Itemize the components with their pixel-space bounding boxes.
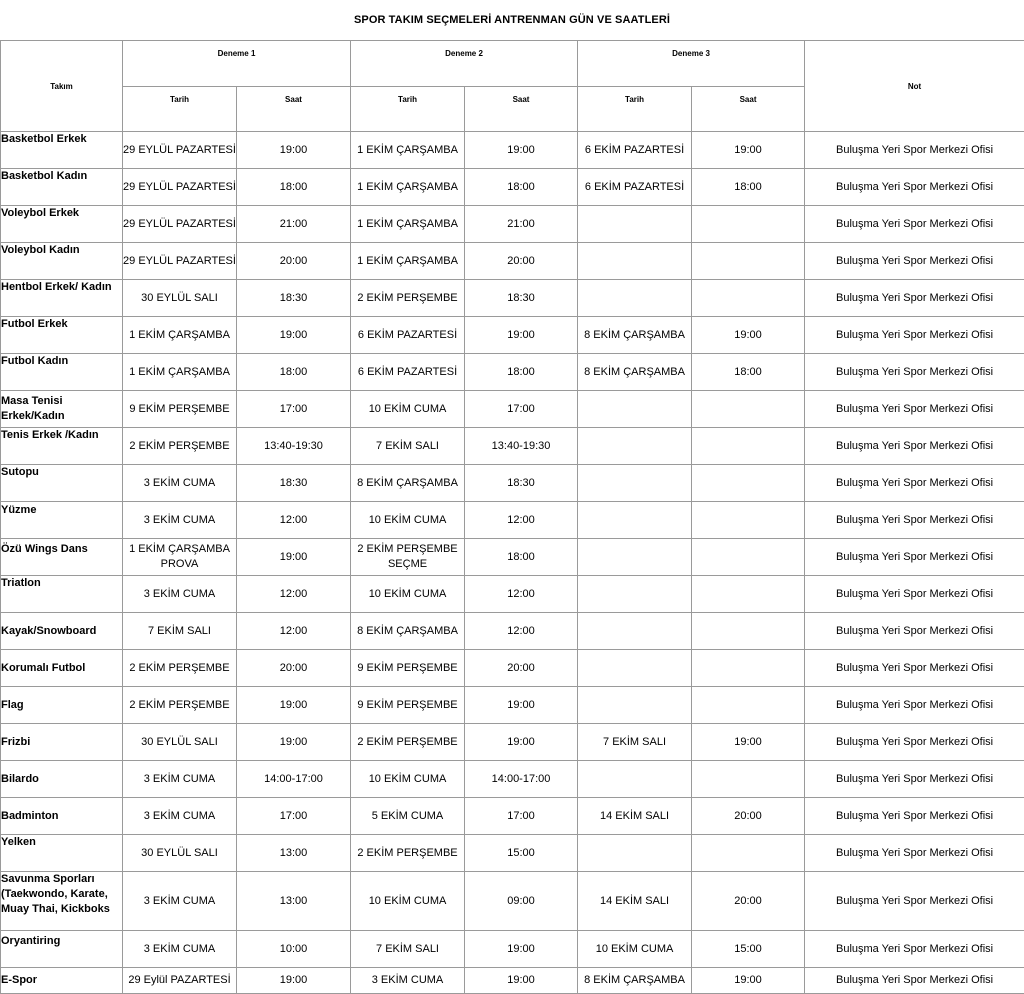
deneme2-date: 5 EKİM CUMA bbox=[351, 798, 465, 835]
table-row bbox=[1, 354, 1024, 391]
deneme3-date: 14 EKİM SALI bbox=[578, 872, 692, 931]
deneme2-time: 20:00 bbox=[465, 243, 578, 280]
deneme1-time: 19:00 bbox=[237, 724, 351, 761]
deneme1-date: 3 EKİM CUMA bbox=[123, 798, 237, 835]
deneme3-time bbox=[692, 576, 805, 613]
note: Buluşma Yeri Spor Merkezi Ofisi bbox=[805, 169, 1024, 206]
table-row bbox=[1, 169, 1024, 206]
deneme1-date: 29 EYLÜL PAZARTESİ bbox=[123, 169, 237, 206]
deneme2-time: 20:00 bbox=[465, 650, 578, 687]
deneme3-time bbox=[692, 687, 805, 724]
deneme1-time: 12:00 bbox=[237, 613, 351, 650]
deneme2-time: 12:00 bbox=[465, 613, 578, 650]
deneme2-date: 1 EKİM ÇARŞAMBA bbox=[351, 206, 465, 243]
header-row-main bbox=[1, 41, 1024, 87]
header-tarih: Tarih bbox=[351, 87, 465, 132]
deneme1-time: 20:00 bbox=[237, 650, 351, 687]
deneme2-time: 15:00 bbox=[465, 835, 578, 872]
deneme1-date: 3 EKİM CUMA bbox=[123, 465, 237, 502]
team-name: E-Spor bbox=[1, 968, 123, 994]
note: Buluşma Yeri Spor Merkezi Ofisi bbox=[805, 391, 1024, 428]
deneme2-date: 8 EKİM ÇARŞAMBA bbox=[351, 465, 465, 502]
table-row bbox=[1, 206, 1024, 243]
deneme3-date: 6 EKİM PAZARTESİ bbox=[578, 169, 692, 206]
deneme2-date: 2 EKİM PERŞEMBE bbox=[351, 280, 465, 317]
deneme1-date: 2 EKİM PERŞEMBE bbox=[123, 687, 237, 724]
note: Buluşma Yeri Spor Merkezi Ofisi bbox=[805, 687, 1024, 724]
note: Buluşma Yeri Spor Merkezi Ofisi bbox=[805, 280, 1024, 317]
deneme1-time: 18:00 bbox=[237, 354, 351, 391]
team-name: Yüzme bbox=[1, 502, 123, 539]
deneme3-time bbox=[692, 613, 805, 650]
header-saat: Saat bbox=[692, 87, 805, 132]
table-row bbox=[1, 613, 1024, 650]
deneme2-time: 19:00 bbox=[465, 132, 578, 169]
table-row bbox=[1, 576, 1024, 613]
team-name: Triatlon bbox=[1, 576, 123, 613]
deneme3-time bbox=[692, 428, 805, 465]
deneme3-date bbox=[578, 761, 692, 798]
deneme1-date: 29 EYLÜL PAZARTESİ bbox=[123, 206, 237, 243]
deneme2-time: 13:40-19:30 bbox=[465, 428, 578, 465]
deneme1-time: 20:00 bbox=[237, 243, 351, 280]
deneme2-date: 2 EKİM PERŞEMBE bbox=[351, 835, 465, 872]
table-row bbox=[1, 761, 1024, 798]
deneme3-time bbox=[692, 539, 805, 576]
deneme3-date bbox=[578, 539, 692, 576]
deneme3-time bbox=[692, 391, 805, 428]
deneme3-time bbox=[692, 502, 805, 539]
deneme2-time: 19:00 bbox=[465, 931, 578, 968]
team-name: Futbol Kadın bbox=[1, 354, 123, 391]
deneme2-date: 1 EKİM ÇARŞAMBA bbox=[351, 243, 465, 280]
deneme2-time: 18:00 bbox=[465, 169, 578, 206]
deneme1-time: 19:00 bbox=[237, 539, 351, 576]
deneme1-time: 19:00 bbox=[237, 968, 351, 994]
deneme3-date bbox=[578, 391, 692, 428]
table-row bbox=[1, 539, 1024, 576]
team-name: Hentbol Erkek/ Kadın bbox=[1, 280, 123, 317]
deneme3-date bbox=[578, 650, 692, 687]
deneme1-date: 1 EKİM ÇARŞAMBA bbox=[123, 354, 237, 391]
deneme3-date bbox=[578, 835, 692, 872]
schedule-table bbox=[0, 40, 1024, 994]
deneme3-time bbox=[692, 650, 805, 687]
deneme1-date: 3 EKİM CUMA bbox=[123, 502, 237, 539]
deneme2-date: 3 EKİM CUMA bbox=[351, 968, 465, 994]
table-row bbox=[1, 798, 1024, 835]
deneme3-time: 19:00 bbox=[692, 132, 805, 169]
deneme1-date: 29 EYLÜL PAZARTESİ bbox=[123, 243, 237, 280]
deneme3-date: 8 EKİM ÇARŞAMBA bbox=[578, 317, 692, 354]
team-name: Masa Tenisi Erkek/Kadın bbox=[1, 391, 123, 428]
table-row bbox=[1, 132, 1024, 169]
deneme3-time bbox=[692, 280, 805, 317]
team-name: Tenis Erkek /Kadın bbox=[1, 428, 123, 465]
deneme1-date: 3 EKİM CUMA bbox=[123, 872, 237, 931]
deneme1-time: 19:00 bbox=[237, 132, 351, 169]
header-deneme-3: Deneme 3 bbox=[578, 41, 805, 87]
team-name: Sutopu bbox=[1, 465, 123, 502]
team-name: Özü Wings Dans bbox=[1, 539, 123, 576]
note: Buluşma Yeri Spor Merkezi Ofisi bbox=[805, 931, 1024, 968]
note: Buluşma Yeri Spor Merkezi Ofisi bbox=[805, 613, 1024, 650]
deneme2-date: 10 EKİM CUMA bbox=[351, 761, 465, 798]
header-saat: Saat bbox=[237, 87, 351, 132]
note: Buluşma Yeri Spor Merkezi Ofisi bbox=[805, 872, 1024, 931]
note: Buluşma Yeri Spor Merkezi Ofisi bbox=[805, 428, 1024, 465]
table-row bbox=[1, 243, 1024, 280]
table-row bbox=[1, 650, 1024, 687]
deneme2-date: 6 EKİM PAZARTESİ bbox=[351, 317, 465, 354]
deneme1-date: 3 EKİM CUMA bbox=[123, 761, 237, 798]
team-name: Basketbol Erkek bbox=[1, 132, 123, 169]
deneme3-time: 20:00 bbox=[692, 798, 805, 835]
deneme1-time: 18:00 bbox=[237, 169, 351, 206]
deneme2-date: 2 EKİM PERŞEMBE SEÇME bbox=[351, 539, 465, 576]
note: Buluşma Yeri Spor Merkezi Ofisi bbox=[805, 761, 1024, 798]
note: Buluşma Yeri Spor Merkezi Ofisi bbox=[805, 724, 1024, 761]
deneme2-time: 12:00 bbox=[465, 576, 578, 613]
deneme1-date: 2 EKİM PERŞEMBE bbox=[123, 650, 237, 687]
deneme1-date: 9 EKİM PERŞEMBE bbox=[123, 391, 237, 428]
note: Buluşma Yeri Spor Merkezi Ofisi bbox=[805, 576, 1024, 613]
deneme2-date: 9 EKİM PERŞEMBE bbox=[351, 687, 465, 724]
deneme3-time bbox=[692, 465, 805, 502]
team-name: Basketbol Kadın bbox=[1, 169, 123, 206]
team-name: Futbol Erkek bbox=[1, 317, 123, 354]
team-name: Kayak/Snowboard bbox=[1, 613, 123, 650]
note: Buluşma Yeri Spor Merkezi Ofisi bbox=[805, 798, 1024, 835]
deneme2-date: 8 EKİM ÇARŞAMBA bbox=[351, 613, 465, 650]
table-row bbox=[1, 428, 1024, 465]
deneme3-date: 8 EKİM ÇARŞAMBA bbox=[578, 968, 692, 994]
team-name: Savunma Sporları (Taekwondo, Karate, Muay Thai, Kickboks bbox=[1, 872, 123, 931]
deneme2-date: 9 EKİM PERŞEMBE bbox=[351, 650, 465, 687]
deneme3-time bbox=[692, 761, 805, 798]
table-row bbox=[1, 280, 1024, 317]
deneme2-time: 18:30 bbox=[465, 465, 578, 502]
deneme3-date bbox=[578, 206, 692, 243]
note: Buluşma Yeri Spor Merkezi Ofisi bbox=[805, 206, 1024, 243]
deneme2-time: 14:00-17:00 bbox=[465, 761, 578, 798]
header-deneme-2: Deneme 2 bbox=[351, 41, 578, 87]
deneme2-time: 18:00 bbox=[465, 539, 578, 576]
deneme2-time: 17:00 bbox=[465, 798, 578, 835]
table-row bbox=[1, 724, 1024, 761]
deneme1-date: 29 EYLÜL PAZARTESİ bbox=[123, 132, 237, 169]
note: Buluşma Yeri Spor Merkezi Ofisi bbox=[805, 835, 1024, 872]
note: Buluşma Yeri Spor Merkezi Ofisi bbox=[805, 317, 1024, 354]
deneme3-time: 15:00 bbox=[692, 931, 805, 968]
deneme1-date: 1 EKİM ÇARŞAMBA PROVA bbox=[123, 539, 237, 576]
deneme2-time: 21:00 bbox=[465, 206, 578, 243]
deneme1-time: 13:00 bbox=[237, 835, 351, 872]
deneme2-time: 19:00 bbox=[465, 968, 578, 994]
header-saat: Saat bbox=[465, 87, 578, 132]
deneme2-time: 09:00 bbox=[465, 872, 578, 931]
note: Buluşma Yeri Spor Merkezi Ofisi bbox=[805, 243, 1024, 280]
deneme3-time bbox=[692, 243, 805, 280]
deneme2-time: 17:00 bbox=[465, 391, 578, 428]
note: Buluşma Yeri Spor Merkezi Ofisi bbox=[805, 650, 1024, 687]
header-takim: Takım bbox=[1, 41, 123, 132]
table-row bbox=[1, 465, 1024, 502]
deneme2-time: 19:00 bbox=[465, 724, 578, 761]
deneme3-date: 14 EKİM SALI bbox=[578, 798, 692, 835]
deneme2-date: 7 EKİM SALI bbox=[351, 931, 465, 968]
note: Buluşma Yeri Spor Merkezi Ofisi bbox=[805, 502, 1024, 539]
deneme3-date: 6 EKİM PAZARTESİ bbox=[578, 132, 692, 169]
deneme3-date bbox=[578, 280, 692, 317]
deneme3-time: 19:00 bbox=[692, 317, 805, 354]
deneme3-time: 18:00 bbox=[692, 354, 805, 391]
team-name: Voleybol Kadın bbox=[1, 243, 123, 280]
table-row bbox=[1, 391, 1024, 428]
deneme2-time: 12:00 bbox=[465, 502, 578, 539]
note: Buluşma Yeri Spor Merkezi Ofisi bbox=[805, 354, 1024, 391]
deneme1-time: 14:00-17:00 bbox=[237, 761, 351, 798]
deneme1-time: 18:30 bbox=[237, 280, 351, 317]
deneme1-time: 10:00 bbox=[237, 931, 351, 968]
header-not: Not bbox=[805, 41, 1024, 132]
deneme3-time: 19:00 bbox=[692, 724, 805, 761]
deneme1-date: 30 EYLÜL SALI bbox=[123, 835, 237, 872]
deneme1-date: 2 EKİM PERŞEMBE bbox=[123, 428, 237, 465]
deneme2-date: 10 EKİM CUMA bbox=[351, 872, 465, 931]
deneme1-date: 1 EKİM ÇARŞAMBA bbox=[123, 317, 237, 354]
deneme1-date: 29 Eylül PAZARTESİ bbox=[123, 968, 237, 994]
team-name: Voleybol Erkek bbox=[1, 206, 123, 243]
note: Buluşma Yeri Spor Merkezi Ofisi bbox=[805, 968, 1024, 994]
deneme3-time: 19:00 bbox=[692, 968, 805, 994]
team-name: Oryantiring bbox=[1, 931, 123, 968]
deneme3-date bbox=[578, 465, 692, 502]
team-name: Yelken bbox=[1, 835, 123, 872]
deneme3-date bbox=[578, 613, 692, 650]
deneme2-date: 10 EKİM CUMA bbox=[351, 576, 465, 613]
team-name: Badminton bbox=[1, 798, 123, 835]
deneme2-date: 10 EKİM CUMA bbox=[351, 391, 465, 428]
header-deneme-1: Deneme 1 bbox=[123, 41, 351, 87]
deneme1-time: 19:00 bbox=[237, 317, 351, 354]
header-tarih: Tarih bbox=[578, 87, 692, 132]
table-row bbox=[1, 931, 1024, 968]
deneme1-time: 13:00 bbox=[237, 872, 351, 931]
deneme3-time bbox=[692, 835, 805, 872]
deneme3-date bbox=[578, 428, 692, 465]
deneme3-date: 10 EKİM CUMA bbox=[578, 931, 692, 968]
deneme2-time: 18:30 bbox=[465, 280, 578, 317]
deneme2-time: 19:00 bbox=[465, 317, 578, 354]
deneme1-time: 17:00 bbox=[237, 391, 351, 428]
deneme3-date: 8 EKİM ÇARŞAMBA bbox=[578, 354, 692, 391]
deneme3-date bbox=[578, 576, 692, 613]
deneme1-date: 30 EYLÜL SALI bbox=[123, 724, 237, 761]
deneme1-time: 12:00 bbox=[237, 576, 351, 613]
deneme1-time: 17:00 bbox=[237, 798, 351, 835]
deneme3-date bbox=[578, 243, 692, 280]
note: Buluşma Yeri Spor Merkezi Ofisi bbox=[805, 132, 1024, 169]
deneme1-time: 18:30 bbox=[237, 465, 351, 502]
deneme1-date: 3 EKİM CUMA bbox=[123, 931, 237, 968]
table-row bbox=[1, 502, 1024, 539]
deneme2-date: 1 EKİM ÇARŞAMBA bbox=[351, 132, 465, 169]
deneme2-date: 10 EKİM CUMA bbox=[351, 502, 465, 539]
team-name: Bilardo bbox=[1, 761, 123, 798]
deneme2-date: 1 EKİM ÇARŞAMBA bbox=[351, 169, 465, 206]
deneme3-time: 18:00 bbox=[692, 169, 805, 206]
team-name: Korumalı Futbol bbox=[1, 650, 123, 687]
table-row bbox=[1, 687, 1024, 724]
deneme2-date: 2 EKİM PERŞEMBE bbox=[351, 724, 465, 761]
team-name: Frizbi bbox=[1, 724, 123, 761]
deneme1-time: 12:00 bbox=[237, 502, 351, 539]
note: Buluşma Yeri Spor Merkezi Ofisi bbox=[805, 465, 1024, 502]
deneme1-date: 30 EYLÜL SALI bbox=[123, 280, 237, 317]
deneme3-date: 7 EKİM SALI bbox=[578, 724, 692, 761]
deneme3-time: 20:00 bbox=[692, 872, 805, 931]
deneme1-time: 21:00 bbox=[237, 206, 351, 243]
table-row bbox=[1, 835, 1024, 872]
table-row bbox=[1, 317, 1024, 354]
header-tarih: Tarih bbox=[123, 87, 237, 132]
deneme3-date bbox=[578, 687, 692, 724]
note: Buluşma Yeri Spor Merkezi Ofisi bbox=[805, 539, 1024, 576]
deneme1-date: 7 EKİM SALI bbox=[123, 613, 237, 650]
table-row bbox=[1, 872, 1024, 931]
table-row bbox=[1, 968, 1024, 994]
document-title: SPOR TAKIM SEÇMELERİ ANTRENMAN GÜN VE SAATLERİ bbox=[0, 0, 1024, 40]
deneme2-date: 6 EKİM PAZARTESİ bbox=[351, 354, 465, 391]
deneme3-time bbox=[692, 206, 805, 243]
deneme1-time: 19:00 bbox=[237, 687, 351, 724]
team-name: Flag bbox=[1, 687, 123, 724]
deneme2-time: 19:00 bbox=[465, 687, 578, 724]
deneme1-date: 3 EKİM CUMA bbox=[123, 576, 237, 613]
deneme2-date: 7 EKİM SALI bbox=[351, 428, 465, 465]
deneme3-date bbox=[578, 502, 692, 539]
deneme2-time: 18:00 bbox=[465, 354, 578, 391]
deneme1-time: 13:40-19:30 bbox=[237, 428, 351, 465]
